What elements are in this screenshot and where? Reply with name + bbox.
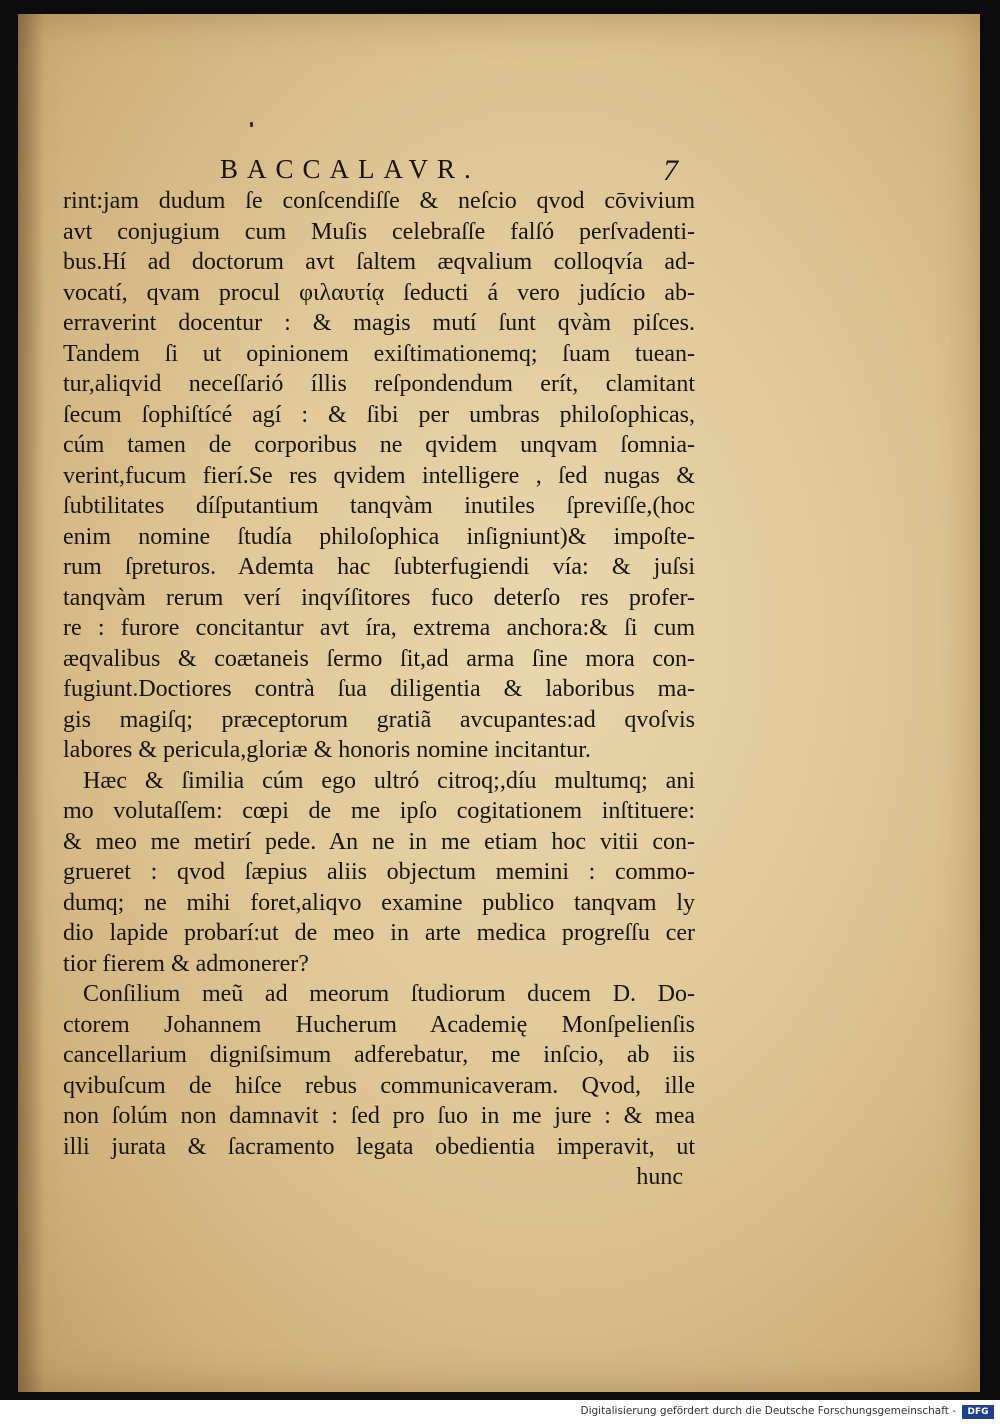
page-gutter-shadow bbox=[18, 14, 44, 1392]
text-line: Tandem ſi ut opinionem exiſtimationemq; ſuam tuean- bbox=[63, 340, 695, 367]
text-line: erraverint docentur : & magis mutí ſunt qvàm piſces. bbox=[63, 310, 695, 336]
page-number: 7 bbox=[663, 154, 678, 187]
text-line: ſubtilitates díſputantium tanqvàm inutiles ſpreviſſe,(hoc bbox=[63, 493, 695, 519]
text-line: tanqvàm rerum verí inqvíſitores fuco deterſo res profer- bbox=[63, 584, 695, 611]
text-line: enim nomine ſtudía philoſophica inſigniunt)& impoſte- bbox=[63, 523, 695, 550]
ink-speck bbox=[250, 122, 253, 127]
text-line: cancellarium digniſsimum adferebatur, me inſcio, ab iis bbox=[63, 1042, 695, 1068]
paragraph-start-line: Conſilium meũ ad meorum ſtudiorum ducem D. Do- bbox=[83, 981, 695, 1007]
running-head: BACCALAVR. bbox=[220, 154, 480, 184]
footer-bar bbox=[0, 1400, 1000, 1424]
text-line: re : furore concitantur avt íra, extrema anchora:& ſi cum bbox=[63, 615, 695, 641]
dfg-logo: DFG bbox=[962, 1405, 994, 1419]
text-line: ſecum ſophiſtícé agí : & ſibi per umbras philoſophicas, bbox=[63, 401, 695, 428]
text-line: verint,fucum fierí.Se res qvidem intelligere , ſed nugas & bbox=[63, 462, 695, 489]
funding-credit: Digitalisierung gefördert durch die Deutsche Forschungsgemeinschaft - bbox=[580, 1405, 956, 1417]
text-line: avt conjugium cum Muſis celebraſſe falſó perſvadenti- bbox=[63, 218, 695, 245]
catchword: hunc bbox=[636, 1164, 683, 1190]
text-line: fugiunt.Doctiores contrà ſua diligentia & laboribus ma- bbox=[63, 676, 695, 702]
body-text bbox=[63, 186, 695, 1193]
text-line: vocatí, qvam procul φιλαυτίᾳ ſeducti á vero judício ab- bbox=[63, 279, 695, 306]
text-line: ctorem Johannem Hucherum Academię Monſpelienſis bbox=[63, 1011, 695, 1038]
text-line: dio lapide probarí:ut de meo in arte medica progreſſu cer bbox=[63, 920, 695, 946]
text-line: gis magiſq; præceptorum gratiã avcupantes:ad qvoſvis bbox=[63, 706, 695, 733]
page-header bbox=[208, 154, 678, 190]
text-line: rint:jam dudum ſe conſcendiſſe & neſcio qvod cōvivium bbox=[63, 188, 695, 214]
text-line: mo volutaſſem: cœpi de me ipſo cogitationem inſtituere: bbox=[63, 798, 695, 824]
text-line: dumq; ne mihi foret,aliqvo examine publico tanqvam ly bbox=[63, 889, 695, 916]
text-line: æqvalibus & coætaneis ſermo ſit,ad arma ſine mora con- bbox=[63, 645, 695, 672]
text-line: illi jurata & ſacramento legata obedientia imperavit, ut bbox=[63, 1133, 695, 1160]
text-line: labores & pericula,gloriæ & honoris nomine incitantur. bbox=[63, 737, 591, 763]
text-line: qvibuſcum de hiſce rebus communicaveram. Qvod, ille bbox=[63, 1072, 695, 1099]
text-line: tior fierem & admonerer? bbox=[63, 950, 309, 977]
book-page bbox=[18, 14, 980, 1392]
text-line: cúm tamen de corporibus ne qvidem unqvam ſomnia- bbox=[63, 432, 695, 458]
text-line: & meo me metirí pede. An ne in me etiam hoc vitii con- bbox=[63, 828, 695, 855]
paragraph-start-line: Hæc & ſimilia cúm ego ultró citroq;,díu multumq; ani bbox=[83, 767, 695, 794]
text-line: tur,aliqvid neceſſarió íllis reſpondendum erít, clamitant bbox=[63, 371, 695, 397]
text-line: non ſolúm non damnavit : ſed pro ſuo in me jure : & mea bbox=[63, 1103, 695, 1129]
text-line: grueret : qvod ſæpius aliis objectum memini : commo- bbox=[63, 859, 695, 885]
text-line: rum ſpreturos. Ademta hac ſubterfugiendi vía: & juſsi bbox=[63, 554, 695, 580]
text-line: bus.Hí ad doctorum avt ſaltem æqvalium colloqvía ad- bbox=[63, 249, 695, 275]
